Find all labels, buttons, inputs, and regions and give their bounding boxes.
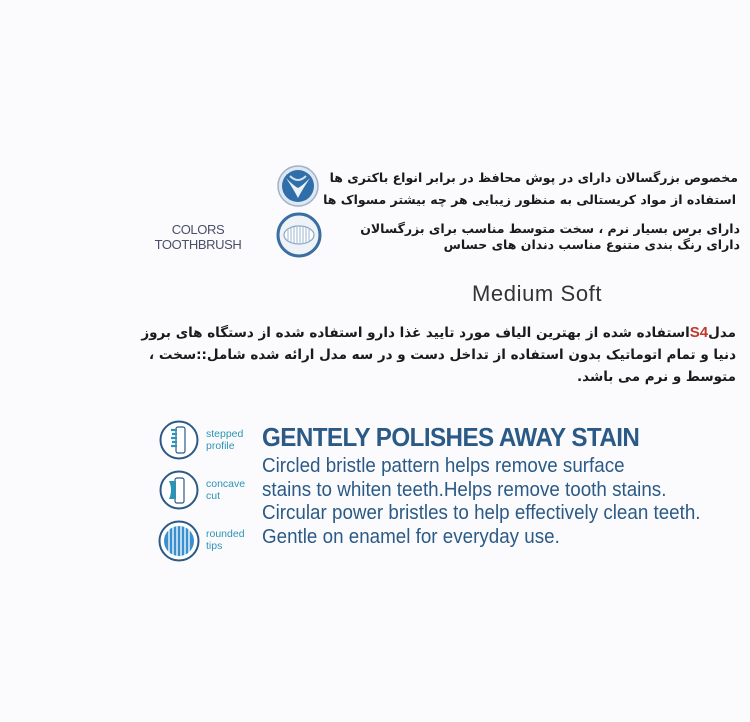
medium-soft-label: Medium Soft [472, 281, 603, 306]
concave-cut-icon [158, 469, 200, 515]
model-prefix: مدل [708, 325, 736, 341]
benefit-line: stains to whiten teeth.Helps remove tooth stains. [262, 478, 667, 501]
description-text: استفاده شده از بهترین الیاف مورد تایید غذا دارو استفاده شده از دستگاه های بروز دنیا و تمام اتوماتیک بدون استفاده از تداخل دست و در سه مدل ارائه شده شامل::سخت ، متوسط و نرم می باشد. [141, 325, 736, 385]
headline: GENTELY POLISHES AWAY STAIN [262, 422, 640, 452]
benefit-line: Gentle on enamel for everyday use. [262, 525, 560, 548]
feature-label-rounded: rounded tips [206, 528, 245, 552]
colors-toothbrush-label: COLORS TOOTHBRUSH [154, 222, 242, 252]
benefit-line: Circular power bristles to help effectively clean teeth. [262, 502, 701, 524]
feature-line-1: مخصوص بزرگسالان دارای در پوش محافظ در برابر انواع باکتری ها [329, 170, 738, 185]
rounded-tips-icon [157, 519, 201, 567]
feature-line-2: استفاده از مواد کریستالی به منظور زیبایی هر چه بیشتر مسواک ها [323, 192, 736, 207]
stepped-profile-icon [158, 419, 200, 465]
feature-line-4: دارای رنگ بندی متنوع مناسب دندان های حساس [443, 237, 740, 252]
feature-label-stepped: stepped profile [206, 428, 244, 452]
feature-label-concave: concave cut [206, 478, 246, 502]
model-name: S4 [689, 324, 709, 341]
benefit-line: Circled bristle pattern helps remove surface [262, 455, 625, 477]
feature-line-3: دارای برس بسیار نرم ، سخت متوسط مناسب برای بزرگسالان [360, 221, 740, 236]
description-paragraph [131, 322, 736, 388]
benefits-text [262, 455, 701, 549]
